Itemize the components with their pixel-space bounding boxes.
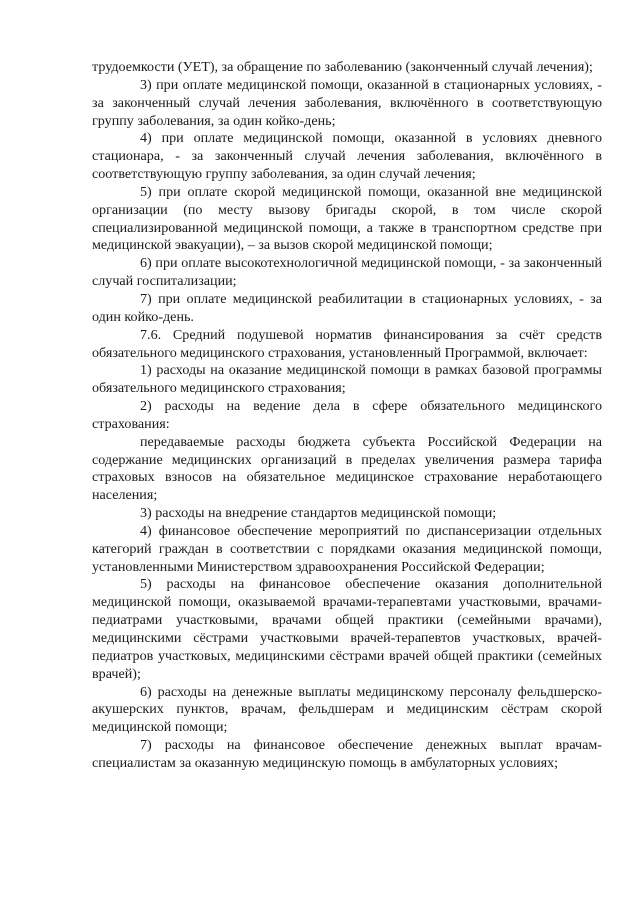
paragraph-item-4: 4) при оплате медицинской помощи, оказанной в условиях дневного стационара, - за законченный случай лечения заболевания, включённого в соответствующую группу заболевания, за один случай лечения; bbox=[92, 130, 602, 183]
paragraph-7-6-item-7: 7) расходы на финансовое обеспечение денежных выплат врачам-специалистам за оказанную медицинскую помощь в амбулаторных условиях; bbox=[92, 737, 602, 771]
paragraph-item-3: 3) при оплате медицинской помощи, оказанной в стационарных условиях, - за законченный случай лечения заболевания, включённого в соответствующую группу заболевания, за один койко-день; bbox=[92, 76, 602, 129]
paragraph-7-6-item-5: 5) расходы на финансовое обеспечение оказания дополнительной медицинской помощи, оказываемой врачами-терапевтами участковыми, врачами-педиатрами участковыми, врачами общей практики (семейными врачами), медицинскими сёстрами участковыми врачей-терапевтов участковых, врачей-педиатров участковых, медицинскими сёстрами врачей общей практики (семейных врачей); bbox=[92, 576, 602, 682]
paragraph-item-6: 6) при оплате высокотехнологичной медицинской помощи, - за законченный случай госпитализации; bbox=[92, 255, 602, 290]
paragraph-7-6-item-4: 4) финансовое обеспечение мероприятий по диспансеризации отдельных категорий граждан в соответствии с порядками оказания медицинской помощи, установленными Министерством здравоохранения Российской Федерации; bbox=[92, 522, 602, 575]
paragraph-7-6-item-2: 2) расходы на ведение дела в сфере обязательного медицинского страхования: bbox=[92, 398, 602, 432]
paragraph-item-5: 5) при оплате скорой медицинской помощи, оказанной вне медицинской организации (по месту вызову бригады скорой, в том числе скорой специализированной медицинской помощи, а также в транспортном средстве при медицинской эвакуации), – за вызов скорой медицинской помощи; bbox=[92, 183, 602, 254]
paragraph-section-7-6: 7.6. Средний подушевой норматив финансирования за счёт средств обязательного медицинского страхования, установленный Программой, включает: bbox=[92, 326, 602, 361]
paragraph-item-7: 7) при оплате медицинской реабилитации в стационарных условиях, - за один койко-день. bbox=[92, 290, 602, 325]
paragraph-7-6-item-1: 1) расходы на оказание медицинской помощи в рамках базовой программы обязательного медицинского страхования; bbox=[92, 362, 602, 397]
paragraph-7-6-item-6: 6) расходы на денежные выплаты медицинскому персоналу фельдшерско-акушерских пунктов, врачам, фельдшерам и медицинским сёстрам скорой медицинской помощи; bbox=[92, 683, 602, 736]
paragraph-continuation: трудоемкости (УЕТ), за обращение по заболеванию (законченный случай лечения); bbox=[92, 59, 593, 75]
document-body bbox=[92, 59, 602, 773]
paragraph-7-6-item-3: 3) расходы на внедрение стандартов медицинской помощи; bbox=[140, 505, 497, 522]
paragraph-7-6-item-2-detail: передаваемые расходы бюджета субъекта Российской Федерации на содержание медицинских организаций в пределах увеличения размера тарифа страховых взносов на обязательное медицинское страхование неработающего населения; bbox=[92, 433, 602, 504]
